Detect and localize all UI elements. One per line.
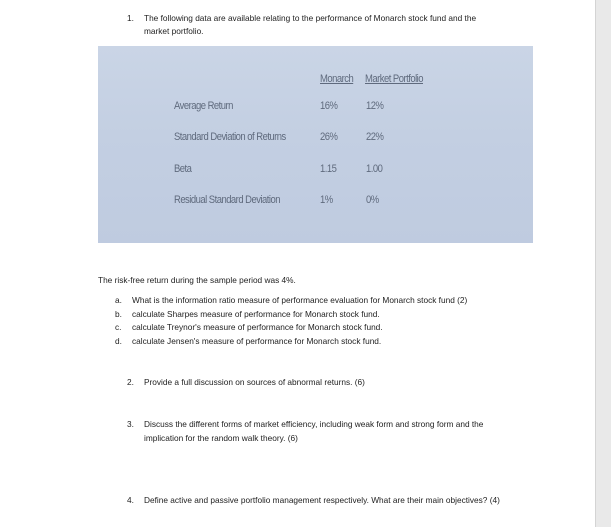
question-3-number: 3. [127,419,134,429]
question-1-text-line1: The following data are available relating to the performance of Monarch stock fund and the [144,13,477,23]
subquestion-letter: d. [115,336,122,346]
table-cell-monarch: 1.15 [320,163,337,175]
subquestion-text: calculate Sharpes measure of performance for Monarch stock fund. [132,309,380,319]
subquestion-letter: c. [115,322,122,332]
subquestion-text: calculate Jensen's measure of performance for Monarch stock fund. [132,336,382,346]
table-row-label: Beta [174,163,192,175]
table-cell-market: 0% [366,194,379,206]
data-table-image [98,46,533,243]
question-3-text-line2: implication for the random walk theory. (6) [144,433,298,443]
question-1-text-line2: market portfolio. [144,26,204,36]
question-4-number: 4. [127,495,134,505]
table-row-label: Residual Standard Deviation [174,194,280,206]
risk-free-text: The risk-free return during the sample period was 4%. [98,275,296,285]
question-1-number: 1. [127,13,134,23]
subquestion-text: What is the information ratio measure of performance evaluation for Monarch stock fund (2) [132,295,468,305]
question-4-text: Define active and passive portfolio management respectively. What are their main objectives? (4) [144,495,500,505]
table-cell-market: 22% [366,131,384,143]
table-cell-monarch: 16% [320,100,338,112]
subquestion-text: calculate Treynor's measure of performance for Monarch stock fund. [132,322,383,332]
table-cell-monarch: 26% [320,131,338,143]
table-header-monarch: Monarch [320,73,354,85]
table-cell-market: 1.00 [366,163,383,175]
subquestion-letter: a. [115,295,122,305]
table-cell-monarch: 1% [320,194,333,206]
question-3-text-line1: Discuss the different forms of market efficiency, including weak form and strong form and the [144,419,484,429]
table-row-label: Standard Deviation of Returns [174,131,286,143]
table-cell-market: 12% [366,100,384,112]
question-2-number: 2. [127,377,134,387]
table-header-market-portfolio: Market Portfolio [365,73,423,85]
table-row-label: Average Return [174,100,233,112]
question-2-text: Provide a full discussion on sources of abnormal returns. (6) [144,377,365,387]
subquestion-letter: b. [115,309,122,319]
